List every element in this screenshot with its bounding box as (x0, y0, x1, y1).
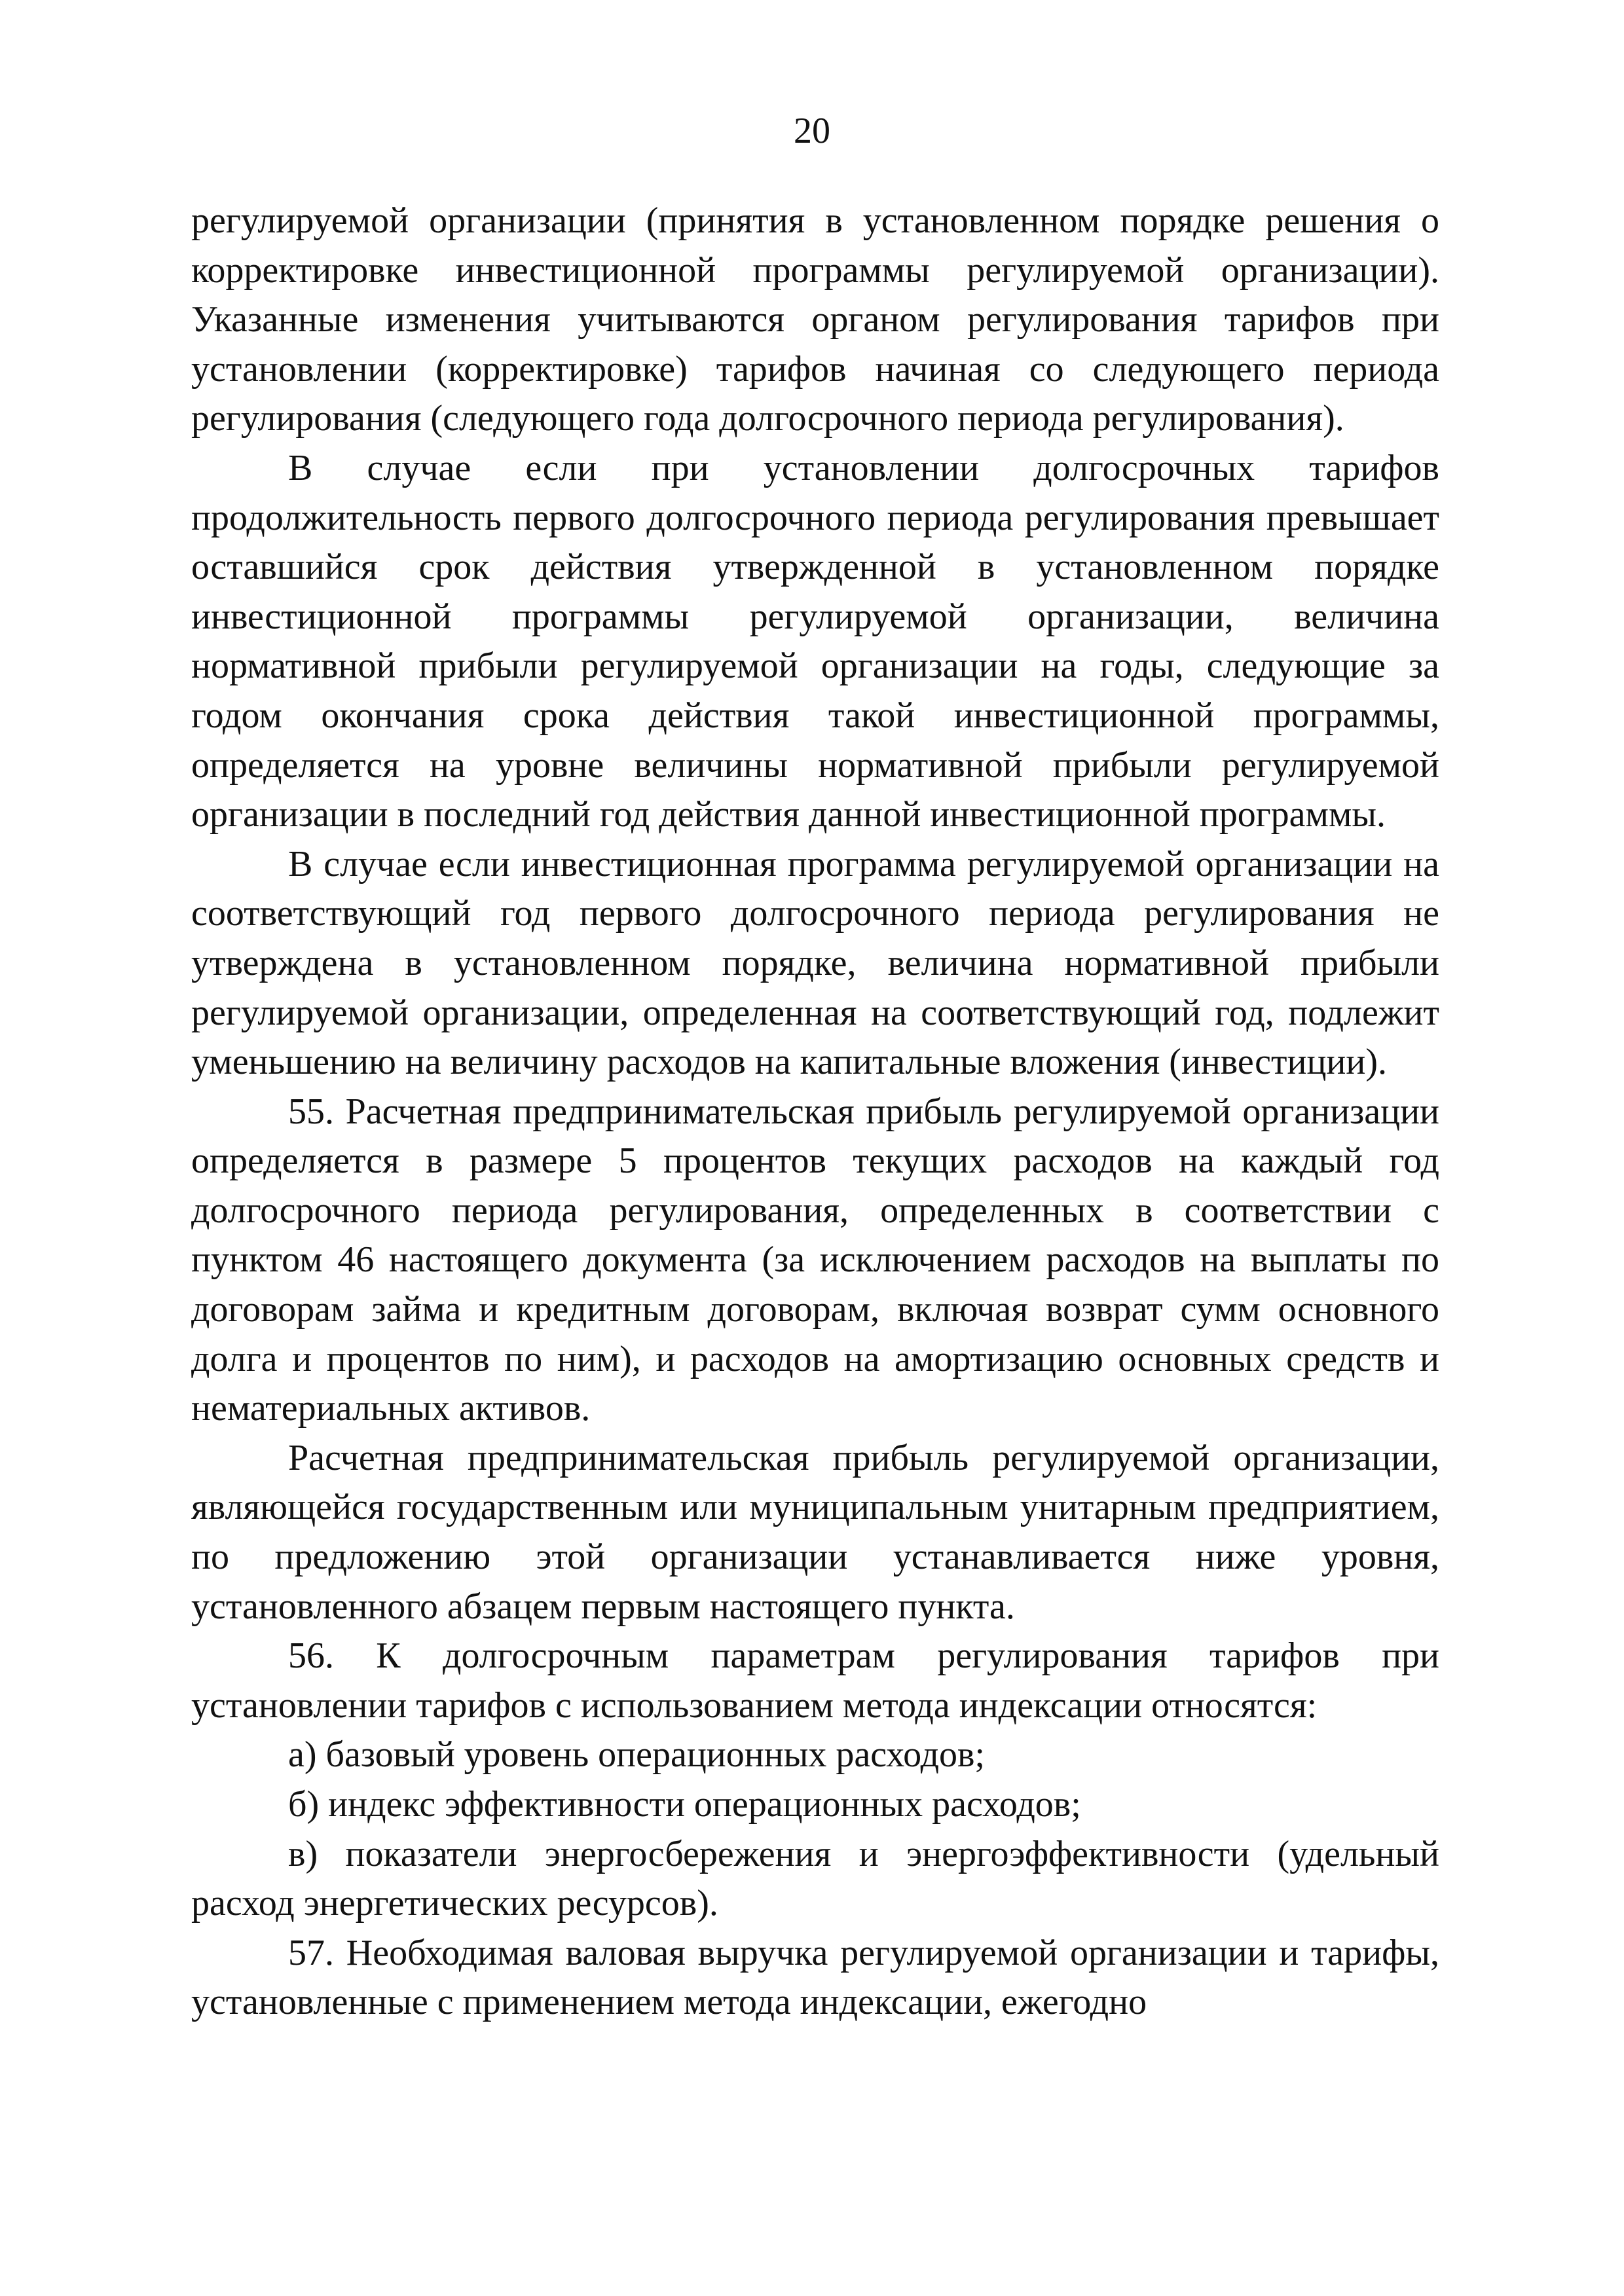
paragraph-clause-56: 56. К долгосрочным параметрам регулирования тарифов при установлении тарифов с использованием метода индексации относятся: (191, 1635, 1439, 1726)
page-number: 20 (794, 111, 830, 151)
list-item-b: б) индекс эффективности операционных расходов; (288, 1784, 1081, 1825)
paragraph-continuation: регулируемой организации (принятия в установленном порядке решения о корректировке инвестиционной программы регулируемой организации). Указанные изменения учитываются органом регулирования тарифов при установлении (корректировке) тарифов начиная со следующего периода регулирования (следующего года долгосрочного периода регулирования). (191, 200, 1439, 439)
paragraph-unapproved-program: В случае если инвестиционная программа регулируемой организации на соответствующий год первого долгосрочного периода регулирования не утверждена в установленном порядке, величина нормативной прибыли регулируемой организации, определенная на соответствующий год, подлежит уменьшению на величину расходов на капитальные вложения (инвестиции). (191, 843, 1439, 1083)
document-body (191, 196, 1439, 2028)
list-item-a: а) базовый уровень операционных расходов; (288, 1734, 986, 1776)
paragraph-clause-55: 55. Расчетная предпринимательская прибыль регулируемой организации определяется в размере 5 процентов текущих расходов на каждый год долгосрочного периода регулирования, определенных в соответствии с пунктом 46 настоящего документа (за исключением расходов на выплаты по договорам займа и кредитным договорам, включая возврат сумм основного долга и процентов по ним), и расходов на амортизацию основных средств и нематериальных активов. (191, 1091, 1439, 1429)
list-item-v: в) показатели энергосбережения и энергоэффективности (удельный расход энергетических ресурсов). (191, 1833, 1439, 1924)
paragraph-clause-57: 57. Необходимая валовая выручка регулируемой организации и тарифы, установленные с применением метода индексации, ежегодно (191, 1932, 1439, 2023)
paragraph-long-term-profit: В случае если при установлении долгосрочных тарифов продолжительность первого долгосрочного периода регулирования превышает оставшийся срок действия утвержденной в установленном порядке инвестиционной программы регулируемой организации, величина нормативной прибыли регулируемой организации на годы, следующие за годом окончания срока действия такой инвестиционной программы, определяется на уровне величины нормативной прибыли регулируемой организации в последний год действия данной инвестиционной программы. (191, 447, 1439, 835)
paragraph-clause-55-unitary: Расчетная предпринимательская прибыль регулируемой организации, являющейся государственным или муниципальным унитарным предприятием, по предложению этой организации устанавливается ниже уровня, установленного абзацем первым настоящего пункта. (191, 1437, 1439, 1627)
